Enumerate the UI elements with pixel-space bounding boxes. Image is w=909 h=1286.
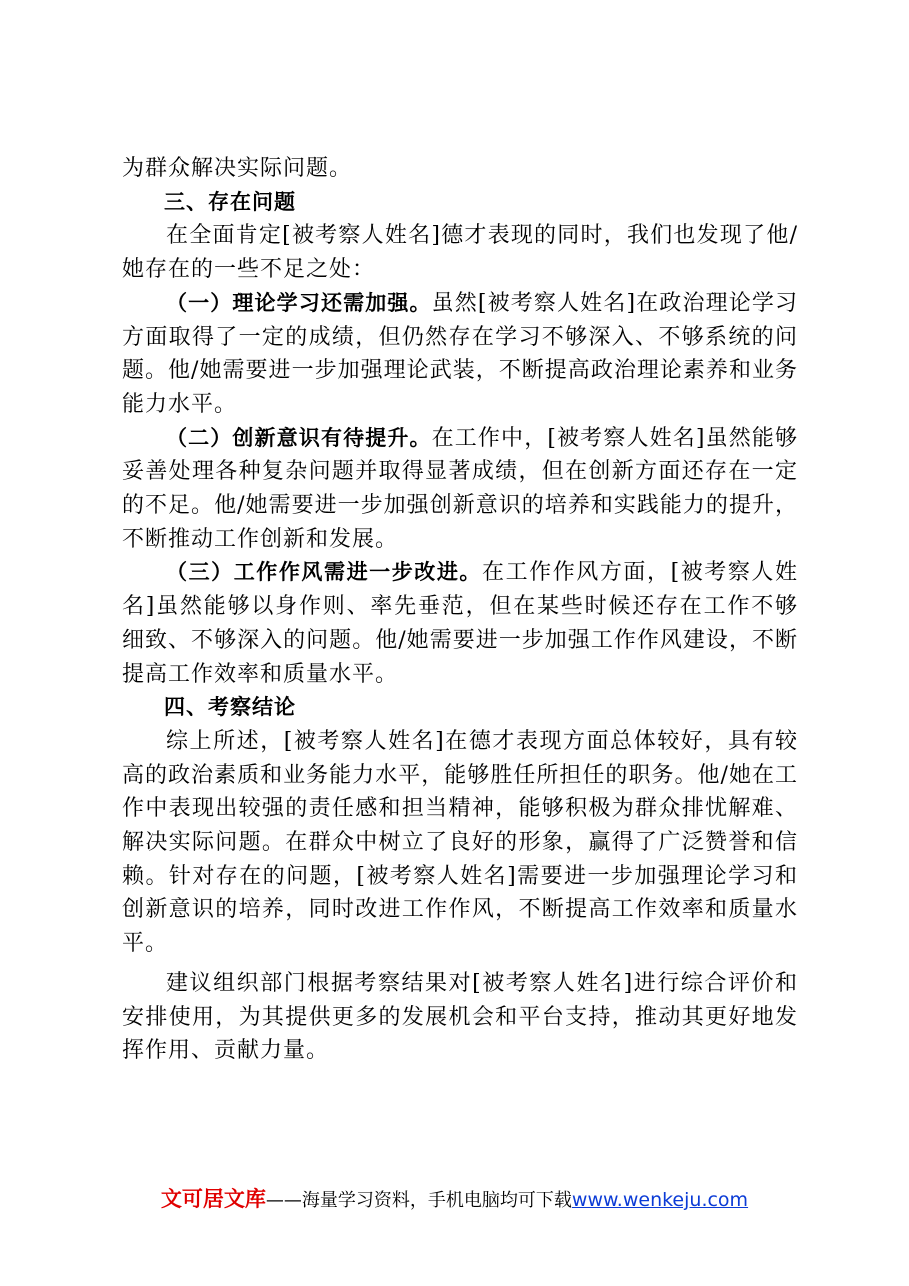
footer-url-link[interactable]: www.wenkeju.com bbox=[571, 1189, 749, 1211]
footer-brand: 文可居文库 bbox=[160, 1187, 266, 1211]
issue-item-3 bbox=[122, 556, 798, 691]
issue-item-2-lead: （二）创新意识有待提升。 bbox=[166, 425, 432, 450]
issue-item-1 bbox=[122, 287, 798, 422]
section-4-heading: 四、考察结论 bbox=[164, 695, 296, 720]
section-3-heading: 三、存在问题 bbox=[164, 189, 296, 214]
document-body bbox=[122, 152, 798, 1068]
carryover-line: 为群众解决实际问题。 bbox=[122, 156, 353, 181]
issue-item-1-lead: （一）理论学习还需加强。 bbox=[166, 290, 432, 315]
footer-slogan: ——海量学习资料，手机电脑均可下载 bbox=[265, 1190, 572, 1211]
issue-item-3-text: 在工作作风方面，[被考察人姓名]虽然能够以身作则、率先垂范，但在某些时候还存在工作不够细致、不够深入的问题。他/她需要进一步加强工作作风建设，不断提高工作效率和质量水平。 bbox=[122, 560, 799, 687]
issue-item-3-lead: （三）工作作风需进一步改进。 bbox=[166, 560, 482, 585]
recommendation-paragraph: 建议组织部门根据考察结果对[被考察人姓名]进行综合评价和安排使用，为其提供更多的发展机会和平台支持，推动其更好地发挥作用、贡献力量。 bbox=[122, 970, 798, 1064]
issue-item-2-text: 在工作中，[被考察人姓名]虽然能够妥善处理各种复杂问题并取得显著成绩，但在创新方面还存在一定的不足。他/她需要进一步加强创新意识的培养和实践能力的提升，不断推动工作创新和发展。 bbox=[122, 425, 798, 552]
conclusion-paragraph: 综上所述，[被考察人姓名]在德才表现方面总体较好，具有较高的政治素质和业务能力水平，能够胜任所担任的职务。他/她在工作中表现出较强的责任感和担当精神，能够积极为群众排忧解难、解决实际问题。在群众中树立了良好的形象，赢得了广泛赞誉和信赖。针对存在的问题，[被考察人姓名]需要进一步加强理论学习和创新意识的培养，同时改进工作作风，不断提高工作效率和质量水平。 bbox=[122, 728, 798, 957]
section-3-intro: 在全面肯定[被考察人姓名]德才表现的同时，我们也发现了他/她存在的一些不足之处： bbox=[122, 223, 798, 283]
issue-item-2 bbox=[122, 422, 798, 557]
footer-banner bbox=[0, 1183, 909, 1213]
issue-item-1-text: 虽然[被考察人姓名]在政治理论学习方面取得了一定的成绩，但仍然存在学习不够深入、不够系统的问题。他/她需要进一步加强理论武装，不断提高政治理论素养和业务能力水平。 bbox=[122, 290, 798, 417]
